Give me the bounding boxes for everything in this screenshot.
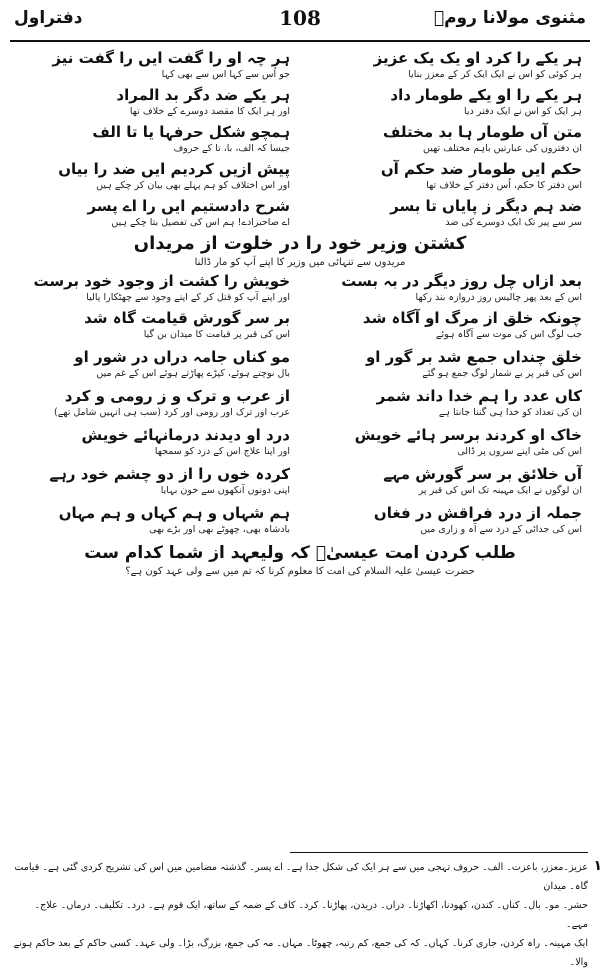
verse-pair bbox=[18, 122, 582, 159]
verse-pair bbox=[18, 386, 582, 425]
verse-left bbox=[18, 503, 290, 536]
urdu-translation: اے صاحبزادے! ہم اس کی تفصیل بتا چکے ہیں bbox=[111, 217, 290, 228]
footnote-number: ١ bbox=[593, 858, 602, 874]
persian-verse: چونکہ خلق از مرگ او آگاہ شد bbox=[362, 309, 582, 327]
footnote-line: عزیز۔معزز، باعزت۔ الف۔ حروف تہجی میں سے ہر ایک کی شکل جدا ہے۔ اے پسر۔ گذشتہ مضامین میں اس کی تشریح کردی گئی ہے۔ قیامت گاہ۔ میدان bbox=[14, 862, 588, 892]
persian-verse: درد او دیدند درمانہائے خویش bbox=[81, 426, 290, 444]
page-number: 108 bbox=[279, 6, 321, 30]
urdu-translation: اس کی مٹی اپنے سروں پر ڈالی bbox=[457, 446, 582, 457]
urdu-translation: سر سے پیر تک ایک دوسرے کی ضد bbox=[445, 217, 582, 228]
verse-right bbox=[310, 464, 582, 497]
urdu-translation: جو اُس سے کہا اس سے بھی کہا bbox=[161, 69, 290, 80]
persian-verse: خویش را کشت از وجود خود برست bbox=[33, 272, 290, 290]
footnote-divider bbox=[290, 852, 588, 853]
verse-pair bbox=[18, 464, 582, 503]
urdu-translation: اپنی دونوں آنکھوں سے خون بہایا bbox=[160, 485, 290, 496]
verse-right bbox=[310, 271, 582, 304]
persian-verse: ہم شہاں و ہم کہاں و ہم مہاں bbox=[58, 504, 290, 522]
section-heading-translation: مریدوں سے تنہائی میں وزیر کا اپنے آپ کو مار ڈالنا bbox=[194, 257, 406, 268]
urdu-translation: اور اپنا علاج اس کے درد کو سمجھا bbox=[154, 446, 290, 457]
urdu-translation: اور اس اختلاف کو ہم پہلے بھی بیان کر چکے ہیں bbox=[96, 180, 290, 191]
verse-left bbox=[18, 48, 290, 81]
verse-left bbox=[18, 386, 290, 419]
urdu-translation: اس کے بعد پھر چالیس روز دروازہ بند رکھا bbox=[415, 292, 582, 303]
verse-pair bbox=[18, 48, 582, 85]
verse-right bbox=[310, 503, 582, 536]
footnote bbox=[12, 858, 588, 972]
page-body bbox=[18, 48, 582, 579]
persian-verse: جملہ از درد فراقش در فغاں bbox=[373, 504, 582, 522]
urdu-translation: ان کی تعداد کو خدا ہی گننا جانتا ہے bbox=[438, 407, 582, 418]
verse-right bbox=[310, 308, 582, 341]
persian-verse: ضد ہم دیگر ز پایاں تا بسر bbox=[390, 197, 582, 215]
verse-right bbox=[310, 196, 582, 229]
section-heading: کشتن وزیر خود را در خلوت از مریداں bbox=[133, 233, 467, 254]
persian-verse: ہر یکے ضد دگر بد المراد bbox=[116, 86, 290, 104]
persian-verse: شرح دادستیم ایں را اے پسر bbox=[87, 197, 290, 215]
footnote-line: ایک مہینہ۔ راہ کردن، جاری کرنا۔ کہاں۔ کہ کی جمع، کم رتبہ، چھوٹا۔ مہاں۔ مہ کی جمع، بزرگ، بڑا۔ ولی عہد۔ کسی حاکم کے بعد حاکم ہونے والا۔ bbox=[13, 938, 588, 968]
urdu-translation: اس کی قبر پر قیامت کا میدان بن گیا bbox=[143, 329, 290, 340]
persian-verse: ہر چہ او را گفت ایں را گفت نیز bbox=[52, 49, 290, 67]
verse-right bbox=[310, 122, 582, 155]
persian-verse: حکم ایں طومار ضد حکم آں bbox=[380, 160, 582, 178]
persian-verse: آں خلائق بر سر گورش مہے bbox=[383, 465, 582, 483]
urdu-translation: بادشاہ بھی، چھوٹے بھی اور بڑے بھی bbox=[149, 524, 290, 535]
section-heading-translation: حضرت عیسیٰ علیہ السلام کی امت کا معلوم کرنا کہ تم میں سے ولی عہد کون ہے؟ bbox=[125, 566, 475, 577]
header-divider bbox=[10, 40, 590, 42]
verse-left bbox=[18, 122, 290, 155]
verse-right bbox=[310, 48, 582, 81]
persian-verse: پیش ازیں کردیم ایں ضد را بیاں bbox=[58, 160, 290, 178]
urdu-translation: اس کی جدائی کے درد سے آہ و زاری میں bbox=[420, 524, 582, 535]
verse-left bbox=[18, 308, 290, 341]
urdu-translation: جیسا کہ الف، با، تا کے حروف bbox=[173, 143, 290, 154]
verse-right bbox=[310, 347, 582, 380]
verse-right bbox=[310, 386, 582, 419]
persian-verse: مو کناں جامہ دراں در شور او bbox=[74, 348, 290, 366]
book-title: مثنوی مولانا رومؒ bbox=[433, 8, 586, 28]
section-heading: طلب کردن امت عیسیٰؑ کہ ولیعہد از شما کدام ست bbox=[84, 543, 516, 563]
urdu-translation: ہر کوئی کو اس نے ایک ایک کر کے معزز بنایا bbox=[408, 69, 582, 80]
verse-pair bbox=[18, 196, 582, 233]
persian-verse: خلق چنداں جمع شد بر گور او bbox=[365, 348, 582, 366]
verse-pair bbox=[18, 503, 582, 542]
persian-verse: بر سر گورش قیامت گاہ شد bbox=[84, 309, 290, 327]
verse-left bbox=[18, 85, 290, 118]
persian-verse: بعد ازاں چل روز دیگر در بہ بست bbox=[341, 272, 582, 290]
verse-right bbox=[310, 85, 582, 118]
urdu-translation: بال نوچتے ہوئے، کپڑے پھاڑتے ہوئے اس کے غم میں bbox=[96, 368, 290, 379]
verse-right bbox=[310, 159, 582, 192]
urdu-translation: ان دفتروں کی عبارتیں باہم مختلف تھیں bbox=[423, 143, 582, 154]
urdu-translation: اس دفتر کا حکم، اُس دفتر کے خلاف تھا bbox=[426, 180, 582, 191]
persian-verse: خاک او کردند برسر ہائے خویش bbox=[354, 426, 582, 444]
footnote-line: حشر۔ مو۔ بال۔ کناں۔ کندن، کھودنا، اکھاڑنا۔ دراں۔ دریدن، پھاڑنا۔ کرد۔ کاف کے ضمہ کے ساتھ، ایک قوم ہے۔ درد۔ تکلیف۔ درماں۔ علاج۔ مہے۔ bbox=[34, 900, 588, 930]
verse-left bbox=[18, 464, 290, 497]
verse-pair bbox=[18, 271, 582, 308]
verse-left bbox=[18, 347, 290, 380]
persian-verse: از عرب و ترک و ز رومی و کرد bbox=[64, 387, 290, 405]
urdu-translation: جب لوگ اس کی موت سے آگاہ ہوئے bbox=[435, 329, 582, 340]
urdu-translation: اس کی قبر پر بے شمار لوگ جمع ہو گئے bbox=[422, 368, 582, 379]
persian-verse: ہر یکے را کرد او یک یک عزیز bbox=[373, 49, 582, 67]
verse-pair bbox=[18, 159, 582, 196]
persian-verse: کردہ خوں را از دو چشم خود رہے bbox=[49, 465, 290, 483]
persian-verse: ہر یکے را او یکے طومار داد bbox=[390, 86, 582, 104]
persian-verse: کاں عدد را ہم خدا داند شمر bbox=[376, 387, 582, 405]
volume-title: دفتراول bbox=[14, 8, 83, 28]
verse-left bbox=[18, 196, 290, 229]
urdu-translation: ہر ایک کو اس نے ایک دفتر دیا bbox=[463, 106, 582, 117]
verse-left bbox=[18, 159, 290, 192]
persian-verse: متن آں طومار ہا بد مختلف bbox=[383, 123, 582, 141]
urdu-translation: عرب اور ترک اور رومی اور کرد (سب ہی انہیں شامل تھے) bbox=[54, 407, 290, 418]
verse-left bbox=[18, 271, 290, 304]
verse-pair bbox=[18, 308, 582, 347]
verse-right bbox=[310, 425, 582, 458]
verse-pair bbox=[18, 347, 582, 386]
urdu-translation: ان لوگوں نے ایک مہینہ تک اس کی قبر پر bbox=[418, 485, 582, 496]
urdu-translation: اور اپنے آپ کو قتل کر کے اپنے وجود سے چھٹکارا پالیا bbox=[86, 292, 290, 303]
page-header bbox=[14, 6, 586, 40]
urdu-translation: اور ہر ایک کا مقصد دوسرے کے خلاف تھا bbox=[129, 106, 290, 117]
verse-pair bbox=[18, 85, 582, 122]
verse-left bbox=[18, 425, 290, 458]
persian-verse: ہمچو شکل حرفہا یا تا الف bbox=[92, 123, 290, 141]
verse-pair bbox=[18, 425, 582, 464]
